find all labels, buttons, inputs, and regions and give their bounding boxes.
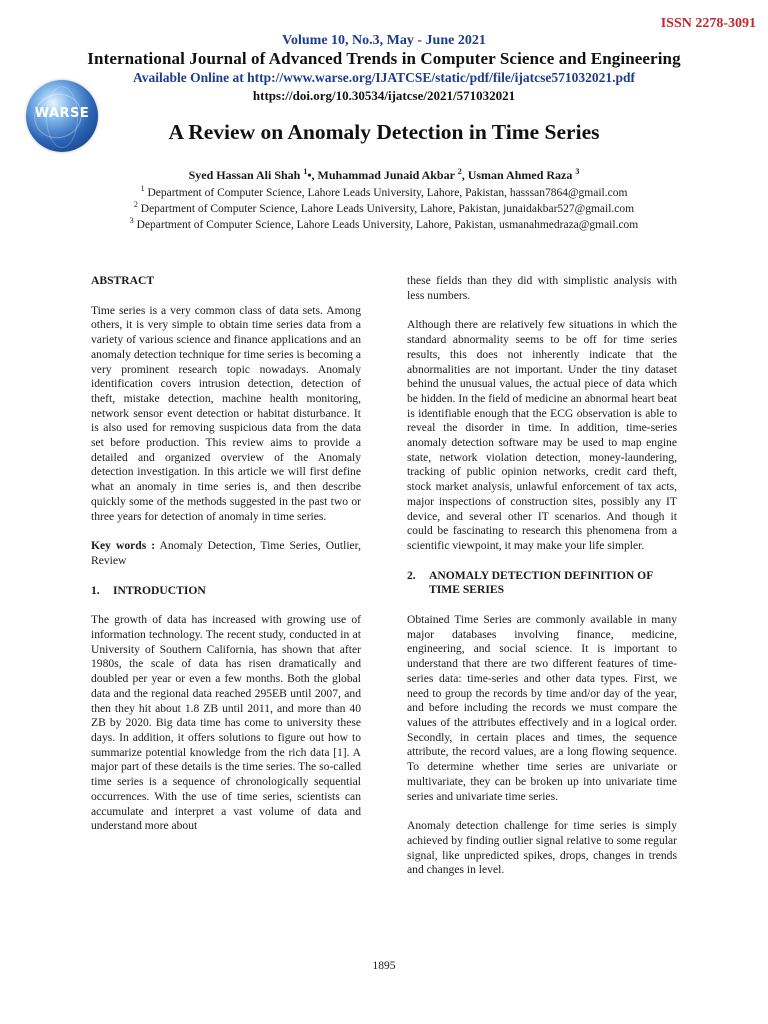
affiliation-text: Department of Computer Science, Lahore Leads University, Lahore, Pakistan, hasssan7864@gmail.com: [147, 186, 628, 199]
paragraph: Although there are relatively few situations in which the standard abnormality seems to be off for time series results, this does not inherently indicate that the abnormalities are not important. Under the tiny dataset behind the unusual values, the actual piece of data which be hidden. In the field of medicine an abnormal heart beat is identifiable enough that the ECG observation is able to reveal the disorder in time. In addition, time-series anomaly detection software may be used to map engine state, network violation detection, money-laundering, tracking of public opinion networks, credit card theft, stock market analysis, unlawful enforcement of tax acts, major inspections of construction sites, possibly any IT device, and several other IT scenarios. And though it could be fascinating to research this phenomena from a scientific viewpoint, it may make your life simpler.: [407, 318, 677, 552]
author-separator: •,: [307, 168, 318, 182]
section-title: ANOMALY DETECTION DEFINITION OF TIME SERIES: [429, 568, 653, 597]
journal-title: International Journal of Advanced Trends in Computer Science and Engineering: [87, 49, 681, 68]
section-title: INTRODUCTION: [113, 583, 206, 597]
section-2-heading: [407, 569, 677, 598]
page-number: 1895: [372, 960, 396, 972]
paragraph: Anomaly detection challenge for time series is simply achieved by finding outlier signal relative to some regular signal, like unpredicted spikes, drops, changes in trends and changes in level.: [407, 819, 677, 877]
author-mark: 1: [303, 167, 308, 176]
right-column: [407, 274, 677, 878]
affiliation-line: [0, 200, 768, 215]
author-name: Syed Hassan Ali Shah: [188, 168, 301, 182]
affiliation-mark: 3: [129, 216, 134, 225]
volume-line: Volume 10, No.3, May - June 2021: [282, 33, 486, 48]
author-mark: 3: [575, 167, 580, 176]
abstract-heading: ABSTRACT: [91, 274, 155, 287]
author-mark: 2: [457, 167, 462, 176]
affiliation-mark: 1: [140, 184, 145, 193]
author-name: Usman Ahmed Raza: [467, 168, 573, 182]
logo-text: WARSE: [34, 106, 90, 121]
author-separator: ,: [461, 168, 468, 182]
intro-heading: [91, 584, 361, 599]
author-name: Muhammad Junaid Akbar: [317, 168, 455, 182]
affiliation-text: Department of Computer Science, Lahore Leads University, Lahore, Pakistan, usmanahmedraza@gmail.com: [136, 218, 639, 231]
paper-title: A Review on Anomaly Detection in Time Series: [168, 120, 600, 144]
available-online-link[interactable]: Available Online at http://www.warse.org/IJATCSE/static/pdf/file/ijatcse571032021.pdf: [133, 70, 635, 85]
keywords-label: Key words :: [91, 539, 156, 553]
doi-link[interactable]: https://doi.org/10.30534/ijatcse/2021/571032021: [252, 88, 516, 103]
section-number: 2.: [407, 568, 416, 582]
left-column: [91, 274, 361, 834]
affiliation-line: [0, 216, 768, 231]
issn-label: ISSN 2278-3091: [660, 16, 756, 31]
paragraph: Obtained Time Series are commonly available in many major databases involving finance, medicine, engineering, and social science. It is important to understand that there are two different features of time-series data: time-series and other data types. First, we need to group the records by time and/or day of the year, and before including the records we must compare the values of the attributes effectively and in a logical order. Secondly, in certain places and times, the sequence attribute, the record values, are a long flowing sequence. To determine whether time series are univariate or multivariate, they can be broken up into univariate time series and univariate time series.: [407, 613, 677, 803]
intro-text: The growth of data has increased with growing use of information technology. The recent study, conducted in at University of Southern California, has shown that after 1980s, the scale of data has risen dramatically and doubled per year or even a few months. Both the global data and the regional data reached 295EB until 2007, and then they hit about 1.8 ZB until 2011, and more than 40 ZB by 2020. Big data time has come to university these days. In addition, it offers solutions to figure out how to summarize potential knowledge from the rich data [1]. A major part of these details is the time series. The so-called time series is a sequence of chronologically sequential occurrences. With the use of time series, scientists can accumulate and interpret a vast volume of data and understand more about: [91, 613, 361, 833]
abstract-text: Time series is a very common class of data sets. Among others, it is very simple to obtain time series data from a variety of various science and finance applications and an anomaly detection technique for time series is becoming a very prominent research topic nowadays. Anomaly identification covers intrusion detection, detection of theft, mistake detection, machine health monitoring, network sensor event detection or habitat disturbance. It is also used for removing suspicious data from the data set before production. This review aims to provide a detailed and organized overview of the Anomaly detection investigation. In this article we will first define what an anomaly in time series is, and then describe quickly some of the methods suggested in the past two or three years for detection of anomaly in time series.: [91, 303, 361, 523]
affiliation-line: [0, 184, 768, 199]
affiliation-text: Department of Computer Science, Lahore Leads University, Lahore, Pakistan, junaidakbar527@gmail.com: [140, 202, 635, 215]
keywords: [91, 539, 361, 568]
paragraph: these fields than they did with simplistic analysis with less numbers.: [407, 274, 677, 302]
keywords-text: Anomaly Detection, Time Series, Outlier, Review: [91, 539, 361, 567]
author-list: [0, 167, 768, 183]
section-number: 1.: [91, 583, 100, 597]
affiliation-mark: 2: [133, 200, 138, 209]
